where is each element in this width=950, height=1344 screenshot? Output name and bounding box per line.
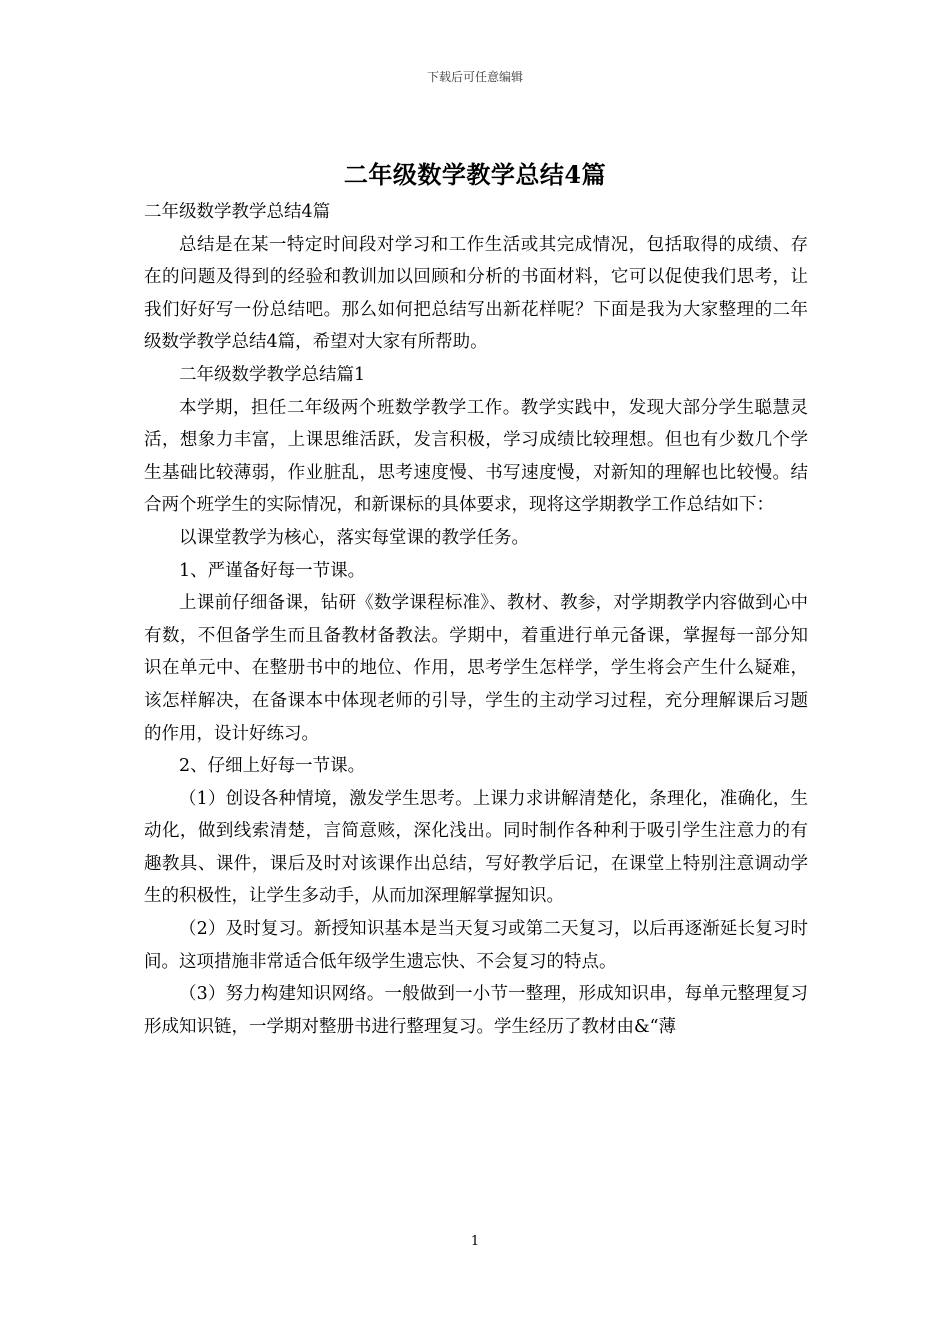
section-heading: 二年级数学教学总结篇1	[179, 364, 366, 385]
paragraph: （2）及时复习。新授知识基本是当天复习或第二天复习，以后再逐渐延长复习时间。这项措施非常适合低年级学生遗忘快、不会复习的特点。	[144, 919, 808, 972]
document-title: 二年级数学教学总结4篇	[343, 160, 607, 189]
intro-paragraph: 总结是在某一特定时间段对学习和工作生活或其完成情况，包括取得的成绩、存在的问题及得到的经验和教训加以回顾和分析的书面材料，它可以促使我们思考，让我们好好写一份总结吧。那么如何把总结写出新花样呢？下面是我为大家整理的二年级数学教学总结4篇，希望对大家有所帮助。	[144, 234, 808, 353]
paragraph: 2、仔细上好每一节课。	[179, 756, 366, 777]
paragraph: 以课堂教学为核心，落实每堂课的教学任务。	[179, 527, 529, 548]
page-header: 下载后可任意编辑	[426, 70, 523, 84]
page-number: 1	[470, 1234, 480, 1249]
paragraph: （1）创设各种情境，激发学生思考。上课力求讲解清楚化，条理化，准确化，生动化，做到线索清楚，言简意赅，深化浅出。同时制作各种利于吸引学生注意力的有趣教具、课件，课后及时对该课作出总结，写好教学后记，在课堂上特别注意调动学生的积极性，让学生多动手，从而加深理解掌握知识。	[144, 788, 808, 907]
document-body	[144, 196, 808, 1043]
paragraph: （3）努力构建知识网络。一般做到一小节一整理，形成知识串，每单元整理复习形成知识链，一学期对整册书进行整理复习。学生经历了教材由&“薄	[144, 984, 808, 1037]
paragraph: 上课前仔细备课，钻研《数学课程标准》、教材、教参，对学期教学内容做到心中有数，不但备学生而且备教材备教法。学期中，着重进行单元备课，掌握每一部分知识在单元中、在整册书中的地位、作用，思考学生怎样学，学生将会产生什么疑难，该怎样解决，在备课本中体现老师的引导，学生的主动学习过程，充分理解课后习题的作用，设计好练习。	[144, 593, 808, 744]
subtitle-paragraph: 二年级数学教学总结4篇	[144, 202, 331, 222]
paragraph: 本学期，担任二年级两个班数学教学工作。教学实践中，发现大部分学生聪慧灵活，想象力丰富，上课思维活跃，发言积极，学习成绩比较理想。但也有少数几个学生基础比较薄弱，作业脏乱，思考速度慢、书写速度慢，对新知的理解也比较慢。结合两个班学生的实际情况，和新课标的具体要求，现将这学期教学工作总结如下：	[144, 397, 808, 516]
paragraph: 1、严谨备好每一节课。	[179, 560, 366, 581]
